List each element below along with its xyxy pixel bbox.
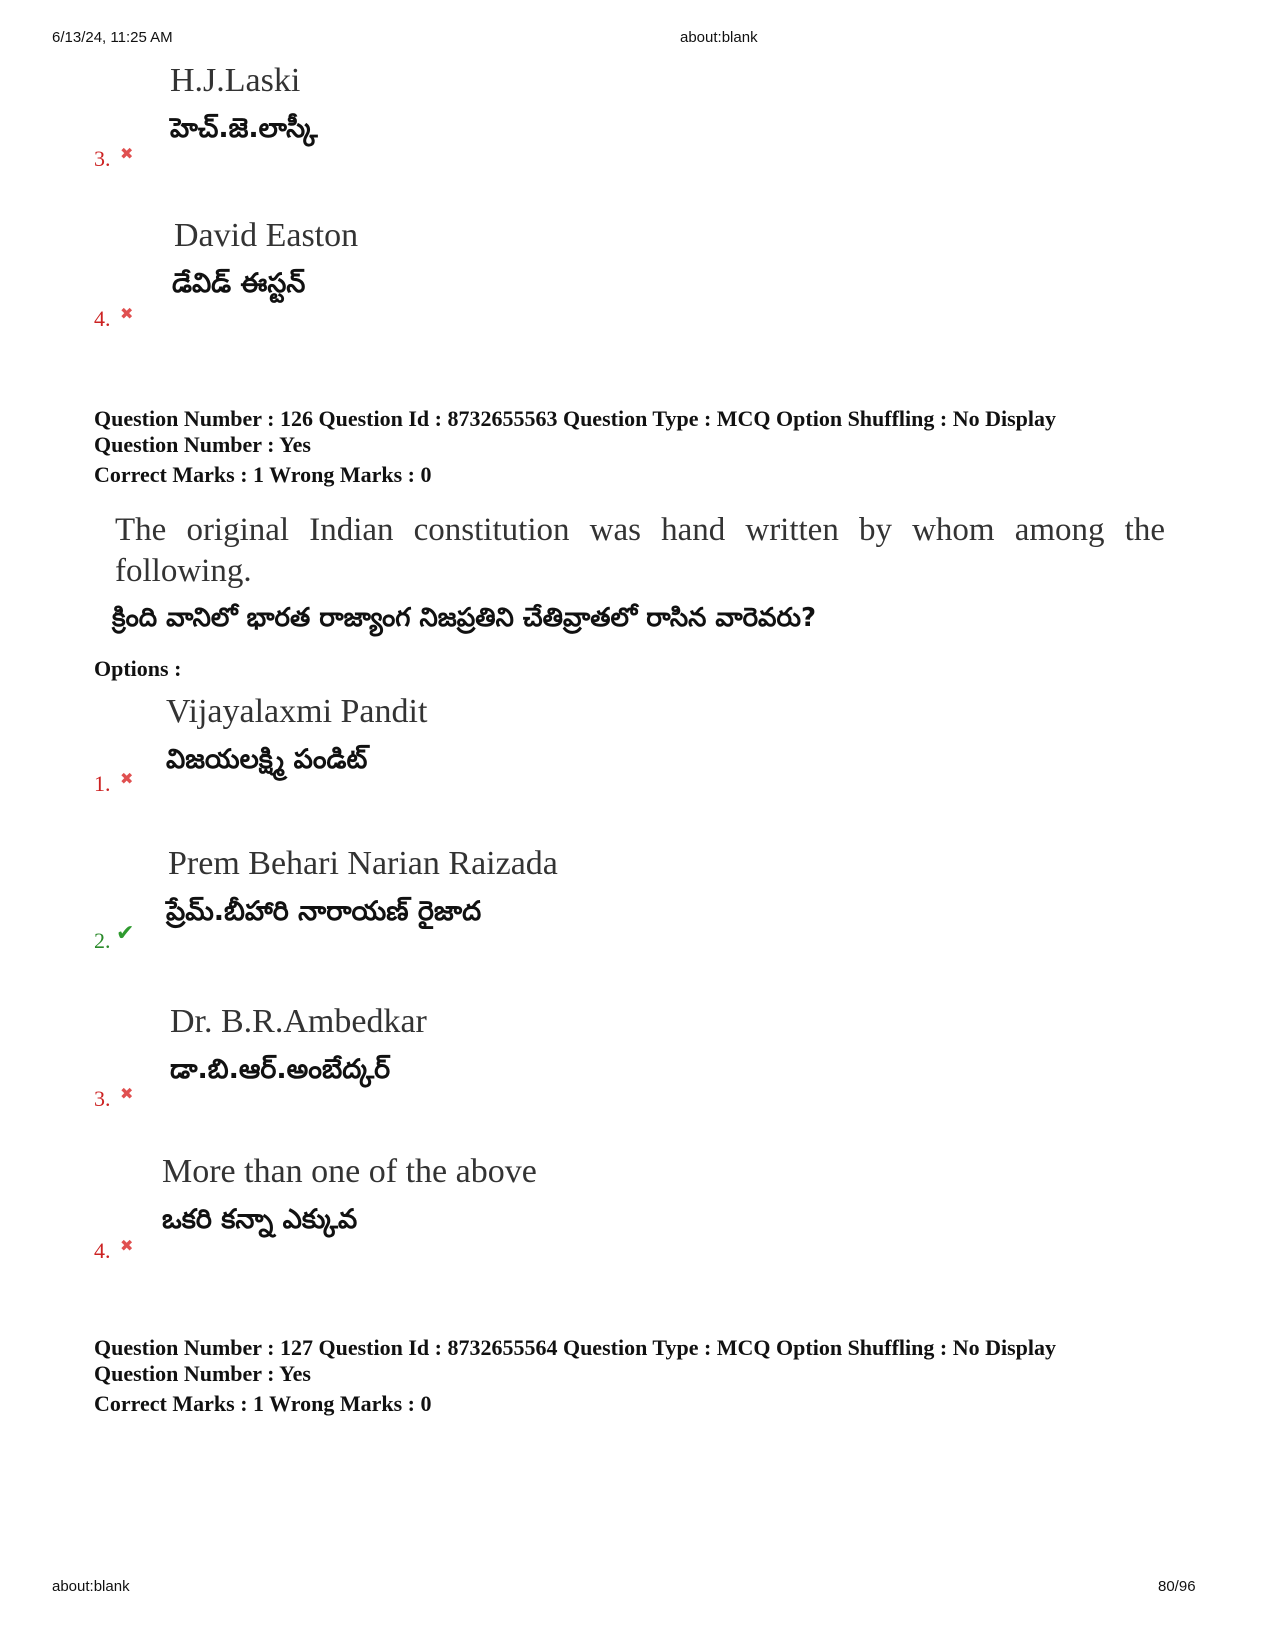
prev-option-4-english: David Easton xyxy=(174,217,359,254)
prev-option-3-telugu: హెచ్.జె.లాస్కీ xyxy=(170,113,318,144)
q126-meta-line2: Question Number : Yes xyxy=(94,432,311,457)
q126-option-3-telugu: డా.బి.ఆర్.అంబేద్కర్ xyxy=(170,1054,391,1085)
q126-option-2-telugu: ప్రేమ్.బీహారి నారాయణ్ రైజాద xyxy=(166,896,482,927)
q127-meta-line1: Question Number : 127 Question Id : 8732655564 Question Type : MCQ Option Shuffling : No Display xyxy=(94,1335,1057,1360)
prev-option-3-number: 3. xyxy=(94,146,111,171)
print-datetime: 6/13/24, 11:25 AM xyxy=(52,29,173,46)
print-footer-url: about:blank xyxy=(52,1578,130,1595)
q127-meta-line2: Question Number : Yes xyxy=(94,1361,311,1386)
cross-mark-icon: ✖ xyxy=(120,304,134,323)
check-mark-icon: ✔ xyxy=(116,921,135,946)
print-page-number: 80/96 xyxy=(1158,1578,1196,1595)
cross-mark-icon: ✖ xyxy=(120,1084,134,1103)
prev-option-3-english: H.J.Laski xyxy=(170,62,301,99)
q126-option-2-english: Prem Behari Narian Raizada xyxy=(168,845,558,882)
cross-mark-icon: ✖ xyxy=(120,769,134,788)
q126-option-4-telugu: ఒకరి కన్నా ఎక్కువ xyxy=(162,1204,358,1235)
q126-option-3-number: 3. xyxy=(94,1086,111,1111)
q126-text-telugu: క్రింది వానిలో భారత రాజ్యాంగ నిజప్రతిని చేతివ్రాతలో రాసిన వారెవరు? xyxy=(112,603,817,633)
q126-meta-line1: Question Number : 126 Question Id : 8732655563 Question Type : MCQ Option Shuffling : No Display xyxy=(94,406,1057,431)
prev-option-4-telugu: డేవిడ్ ఈస్టన్ xyxy=(172,268,306,299)
q127-marks: Correct Marks : 1 Wrong Marks : 0 xyxy=(94,1391,432,1416)
cross-mark-icon: ✖ xyxy=(120,1236,134,1255)
cross-mark-icon: ✖ xyxy=(120,144,134,163)
q126-option-4-english: More than one of the above xyxy=(162,1153,537,1190)
print-url: about:blank xyxy=(680,29,758,46)
q126-option-1-english: Vijayalaxmi Pandit xyxy=(166,693,428,730)
q126-option-2-number: 2. xyxy=(94,928,111,953)
q126-marks: Correct Marks : 1 Wrong Marks : 0 xyxy=(94,462,432,487)
prev-option-4-number: 4. xyxy=(94,306,111,331)
q126-options-label: Options : xyxy=(94,656,182,681)
q126-option-3-english: Dr. B.R.Ambedkar xyxy=(170,1003,427,1040)
q126-text-english: The original Indian constitution was hand written by whom among the following. xyxy=(115,512,1165,589)
q126-option-1-telugu: విజయలక్ష్మి పండిట్ xyxy=(166,744,368,775)
q126-option-4-number: 4. xyxy=(94,1238,111,1263)
q126-option-1-number: 1. xyxy=(94,771,111,796)
